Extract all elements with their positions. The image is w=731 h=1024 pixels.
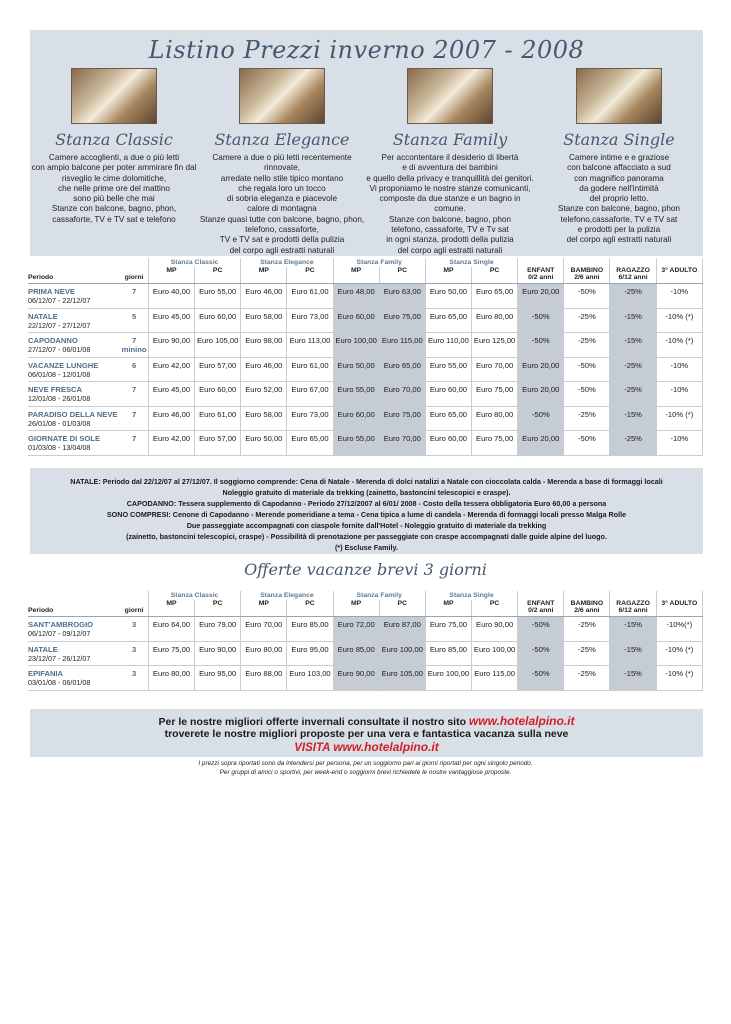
enfant-cell: Euro 20,00 — [518, 357, 564, 382]
adulto-cell: -10%(*) — [656, 617, 702, 642]
giorni-header: giorni — [120, 600, 148, 617]
visit-label: VISITA — [294, 742, 330, 754]
winter-price-table — [28, 258, 703, 456]
price-cell: Euro 88,00 — [241, 666, 287, 691]
enfant-cell: Euro 20,00 — [518, 284, 564, 309]
price-cell: Euro 105,00 — [379, 666, 425, 691]
price-cell: Euro 45,00 — [148, 382, 194, 407]
price-cell: Euro 57,00 — [195, 431, 241, 456]
adulto-cell: -10% (*) — [656, 406, 702, 431]
price-cell: Euro 105,00 — [195, 333, 241, 358]
price-cell: Euro 50,00 — [333, 357, 379, 382]
price-cell: Euro 60,00 — [333, 406, 379, 431]
fine-print-line: Per gruppi di amici o sportivi, per week-end o soggiorni brevi richiedete le nostre vantaggiose proposte. — [219, 769, 512, 776]
enfant-cell: -50% — [518, 666, 564, 691]
days-cell: 7 — [120, 431, 148, 456]
adulto-header: 3° ADULTO — [656, 600, 702, 617]
price-cell: Euro 73,00 — [287, 308, 333, 333]
price-cell: Euro 87,00 — [379, 617, 425, 642]
price-cell: Euro 64,00 — [148, 617, 194, 642]
page-title: Listino Prezzi inverno 2007 - 2008 — [148, 36, 585, 64]
giorni-header: giorni — [120, 267, 148, 284]
ragazzo-cell: -25% — [610, 284, 656, 309]
room-name: Stanza Elegance — [214, 130, 350, 149]
price-cell: Euro 61,00 — [195, 406, 241, 431]
price-cell: Euro 100,00 — [472, 641, 518, 666]
price-cell: Euro 110,00 — [425, 333, 471, 358]
adulto-cell: -10% (*) — [656, 308, 702, 333]
promo-line-3 — [30, 740, 703, 754]
period-cell: EPIFANIA 03/01/08 - 06/01/08 — [28, 666, 120, 691]
price-cell: Euro 75,00 — [425, 617, 471, 642]
promo-line-2: troverete le nostre migliori proposte per una vera e fantastica vacanza sulla neve — [164, 728, 569, 740]
days-cell: 7 — [120, 382, 148, 407]
period-cell: SANT'AMBROGIO 06/12/07 - 09/12/07 — [28, 617, 120, 642]
price-cell: Euro 80,00 — [241, 641, 287, 666]
room-description: Camere intime e e graziose con balcone affacciato a sud con magnifico panorama da godere nell'intimità del proprio letto. Stanze con balcone, bagno, phon telefono,cassaforte, TV e TV sat e prodotti per la pulizia del corpo agli estratti naturali — [557, 153, 680, 245]
room-elegance — [198, 68, 366, 256]
note-line: Due passeggiate accompagnati con ciaspole fornite dall'Hotel - Noleggio gratuito di materiale da trekking — [186, 521, 547, 530]
price-cell: Euro 75,00 — [472, 431, 518, 456]
bambino-cell: -25% — [564, 617, 610, 642]
ragazzo-cell: -25% — [610, 431, 656, 456]
table-row — [28, 308, 703, 333]
enfant-cell: -50% — [518, 641, 564, 666]
enfant-cell: -50% — [518, 406, 564, 431]
table-row — [28, 406, 703, 431]
room-group-header: Stanza Single — [425, 258, 517, 267]
bambino-cell: -25% — [564, 641, 610, 666]
price-cell: Euro 60,00 — [425, 382, 471, 407]
ragazzo-cell: -15% — [610, 617, 656, 642]
ragazzo-cell: -25% — [610, 357, 656, 382]
mp-header: MP — [148, 600, 194, 617]
price-cell: Euro 65,00 — [425, 308, 471, 333]
bambino-header: BAMBINO 2/6 anni — [564, 600, 610, 617]
price-cell: Euro 85,00 — [287, 617, 333, 642]
room-name: Stanza Family — [392, 130, 508, 149]
fine-print — [0, 759, 731, 777]
price-cell: Euro 65,00 — [287, 431, 333, 456]
enfant-cell: -50% — [518, 333, 564, 358]
bambino-cell: -50% — [564, 284, 610, 309]
price-cell: Euro 45,00 — [148, 308, 194, 333]
ragazzo-cell: -15% — [610, 333, 656, 358]
pc-header: PC — [195, 600, 241, 617]
note-line: (zainetto, bastoncini telescopici, craspe) - Possibilità di prenotazione per passeggiate con craspe accompagnati dalle guide alpine del luogo. — [126, 532, 607, 541]
room-family — [366, 68, 534, 256]
price-cell: Euro 46,00 — [241, 357, 287, 382]
bambino-cell: -50% — [564, 357, 610, 382]
period-cell: NATALE 23/12/07 - 26/12/07 — [28, 641, 120, 666]
price-cell: Euro 61,00 — [287, 357, 333, 382]
ragazzo-cell: -15% — [610, 641, 656, 666]
visit-website-link[interactable]: www.hotelalpino.it — [333, 740, 439, 754]
enfant-header: ENFANT 0/2 anni — [518, 267, 564, 284]
mp-header: MP — [425, 267, 471, 284]
price-cell: Euro 55,00 — [195, 284, 241, 309]
period-cell: PRIMA NEVE 06/12/07 - 22/12/07 — [28, 284, 120, 309]
enfant-cell: Euro 20,00 — [518, 382, 564, 407]
price-cell: Euro 115,00 — [472, 666, 518, 691]
ragazzo-header: RAGAZZO 6/12 anni — [610, 267, 656, 284]
enfant-cell: -50% — [518, 308, 564, 333]
price-cell: Euro 70,00 — [379, 431, 425, 456]
price-cell: Euro 95,00 — [287, 641, 333, 666]
promo-text: Per le nostre migliori offerte invernali consultate il nostro sito — [158, 716, 466, 728]
bambino-cell: -25% — [564, 406, 610, 431]
bambino-cell: -25% — [564, 333, 610, 358]
price-cell: Euro 72,00 — [333, 617, 379, 642]
period-cell: GIORNATE DI SOLE 01/03/08 - 13/04/08 — [28, 431, 120, 456]
price-cell: Euro 57,00 — [195, 357, 241, 382]
mp-header: MP — [425, 600, 471, 617]
room-description: Camere a due o più letti recentemente rinnovate, arredate nello stile tipico montano che regala loro un tocco di sobria eleganza e piacevole calore di montagna Stanze quasi tutte con balcone, bagno, phon, telefono, cassaforte, TV e TV sat e prodotti della pulizia del corpo agli estratti naturali — [199, 153, 365, 255]
price-cell: Euro 70,00 — [379, 382, 425, 407]
price-cell: Euro 75,00 — [379, 308, 425, 333]
price-cell: Euro 90,00 — [195, 641, 241, 666]
price-cell: Euro 103,00 — [287, 666, 333, 691]
price-cell: Euro 79,00 — [195, 617, 241, 642]
pc-header: PC — [287, 267, 333, 284]
period-cell: VACANZE LUNGHE 06/01/08 - 12/01/08 — [28, 357, 120, 382]
ragazzo-header: RAGAZZO 6/12 anni — [610, 600, 656, 617]
adulto-cell: -10% — [656, 357, 702, 382]
price-cell: Euro 60,00 — [333, 308, 379, 333]
price-cell: Euro 100,00 — [379, 641, 425, 666]
table-row — [28, 382, 703, 407]
price-cell: Euro 113,00 — [287, 333, 333, 358]
table-row — [28, 641, 703, 666]
adulto-cell: -10% (*) — [656, 666, 702, 691]
pc-header: PC — [472, 600, 518, 617]
ragazzo-cell: -15% — [610, 666, 656, 691]
price-cell: Euro 63,00 — [379, 284, 425, 309]
price-cell: Euro 46,00 — [148, 406, 194, 431]
room-name: Stanza Classic — [55, 130, 173, 149]
promo-panel — [30, 709, 703, 757]
price-cell: Euro 80,00 — [472, 308, 518, 333]
price-cell: Euro 90,00 — [148, 333, 194, 358]
price-cell: Euro 61,00 — [287, 284, 333, 309]
note-line: NATALE: Periodo dal 22/12/07 al 27/12/07. Il soggiorno comprende: Cena di Natale - Merenda di dolci natalizi a Natale con cioccolata calda - Merenda a base di formaggi locali — [70, 477, 663, 486]
enfant-cell: Euro 20,00 — [518, 431, 564, 456]
room-group-header: Stanza Classic — [148, 258, 240, 267]
price-cell: Euro 80,00 — [148, 666, 194, 691]
days-cell: 7 — [120, 406, 148, 431]
website-link[interactable]: www.hotelalpino.it — [468, 714, 575, 728]
adulto-cell: -10% — [656, 284, 702, 309]
price-cell: Euro 75,00 — [472, 382, 518, 407]
room-group-header: Stanza Classic — [148, 591, 240, 600]
pc-header: PC — [379, 267, 425, 284]
table-row — [28, 617, 703, 642]
days-cell: 3 — [120, 666, 148, 691]
mp-header: MP — [148, 267, 194, 284]
price-cell: Euro 60,00 — [425, 431, 471, 456]
pc-header: PC — [472, 267, 518, 284]
bambino-cell: -25% — [564, 308, 610, 333]
table-row — [28, 431, 703, 456]
room-group-header: Stanza Family — [333, 258, 425, 267]
room-photo-family — [407, 68, 493, 124]
price-cell: Euro 60,00 — [195, 308, 241, 333]
price-cell: Euro 85,00 — [425, 641, 471, 666]
price-cell: Euro 70,00 — [241, 617, 287, 642]
price-cell: Euro 100,00 — [333, 333, 379, 358]
room-group-header: Stanza Elegance — [241, 591, 333, 600]
pc-header: PC — [195, 267, 241, 284]
price-cell: Euro 67,00 — [287, 382, 333, 407]
mp-header: MP — [241, 600, 287, 617]
ragazzo-cell: -15% — [610, 406, 656, 431]
mp-header: MP — [333, 267, 379, 284]
price-cell: Euro 73,00 — [287, 406, 333, 431]
price-cell: Euro 48,00 — [333, 284, 379, 309]
days-cell: 5 — [120, 308, 148, 333]
table-row — [28, 357, 703, 382]
adulto-cell: -10% — [656, 431, 702, 456]
days-cell: 7 minino — [120, 333, 148, 358]
price-cell: Euro 50,00 — [241, 431, 287, 456]
days-cell: 3 — [120, 617, 148, 642]
price-cell: Euro 98,00 — [241, 333, 287, 358]
period-cell: PARADISO DELLA NEVE 26/01/08 - 01/03/08 — [28, 406, 120, 431]
price-cell: Euro 65,00 — [425, 406, 471, 431]
price-cell: Euro 90,00 — [472, 617, 518, 642]
price-cell: Euro 55,00 — [425, 357, 471, 382]
room-description: Per accontentare il desiderio di libertà e di avventura dei bambini e quello della privacy e tranquillità dei genitori. Vi proponiamo le nostre stanze comunicanti, composte da due stanze e un bagno in comune. Stanze con balcone, bagno, phon telefono, cassaforte, TV e Tv sat in ogni stanza, prodotti della pulizia del corpo agli estratti naturali — [366, 153, 534, 255]
price-cell: Euro 42,00 — [148, 431, 194, 456]
table-row — [28, 666, 703, 691]
periodo-header: Periodo — [28, 267, 120, 284]
price-cell: Euro 55,00 — [333, 382, 379, 407]
bambino-header: BAMBINO 2/6 anni — [564, 267, 610, 284]
room-photo-classic — [71, 68, 157, 124]
room-group-header: Stanza Elegance — [241, 258, 333, 267]
periodo-header: Periodo — [28, 600, 120, 617]
price-cell: Euro 75,00 — [379, 406, 425, 431]
note-line: Noleggio gratuito di materiale da trekking (zainetto, bastoncini telescopici e craspe). — [222, 488, 511, 497]
pc-header: PC — [379, 600, 425, 617]
enfant-cell: -50% — [518, 617, 564, 642]
promo-line-1 — [30, 714, 703, 728]
price-cell: Euro 100,00 — [425, 666, 471, 691]
note-line: (*) Escluse Family. — [335, 543, 398, 552]
adulto-header: 3° ADULTO — [656, 267, 702, 284]
days-cell: 3 — [120, 641, 148, 666]
note-line: SONO COMPRESI: Cenone di Capodanno - Merende pomeridiane a tema - Cena tipica a lume di candela - Merenda di formaggi locali presso Malga Rolle — [106, 510, 627, 519]
period-cell: NEVE FRESCA 12/01/08 - 26/01/08 — [28, 382, 120, 407]
note-line: CAPODANNO: Tessera supplemento di Capodanno - Periodo 27/12/2007 al 6/01/ 2008 - Costo della tessera obbligatoria Euro 60,00 a persona — [126, 499, 607, 508]
days-cell: 6 — [120, 357, 148, 382]
fine-print-line: I prezzi sopra riportati sono da intendersi per persona, per un soggiorno pari ai giorni riportati per ogni singolo periodo. — [198, 760, 533, 767]
price-cell: Euro 40,00 — [148, 284, 194, 309]
table-row — [28, 284, 703, 309]
room-name: Stanza Single — [563, 130, 675, 149]
period-cell: CAPODANNO 27/12/07 - 06/01/08 — [28, 333, 120, 358]
price-cell: Euro 58,00 — [241, 406, 287, 431]
room-group-header: Stanza Family — [333, 591, 425, 600]
price-cell: Euro 75,00 — [148, 641, 194, 666]
room-photo-single — [576, 68, 662, 124]
adulto-cell: -10% (*) — [656, 333, 702, 358]
price-cell: Euro 115,00 — [379, 333, 425, 358]
price-cell: Euro 95,00 — [195, 666, 241, 691]
notes-panel — [30, 468, 703, 554]
price-cell: Euro 90,00 — [333, 666, 379, 691]
price-cell: Euro 58,00 — [241, 308, 287, 333]
room-photo-elegance — [239, 68, 325, 124]
bambino-cell: -50% — [564, 382, 610, 407]
mp-header: MP — [241, 267, 287, 284]
room-single — [535, 68, 703, 246]
price-cell: Euro 60,00 — [195, 382, 241, 407]
room-classic — [30, 68, 198, 225]
price-cell: Euro 70,00 — [472, 357, 518, 382]
price-cell: Euro 46,00 — [241, 284, 287, 309]
mp-header: MP — [333, 600, 379, 617]
pc-header: PC — [287, 600, 333, 617]
adulto-cell: -10% (*) — [656, 641, 702, 666]
price-cell: Euro 55,00 — [333, 431, 379, 456]
room-group-header: Stanza Single — [425, 591, 517, 600]
short-stays-title: Offerte vacanze brevi 3 giorni — [244, 560, 487, 579]
days-cell: 7 — [120, 284, 148, 309]
table-row — [28, 333, 703, 358]
price-cell: Euro 65,00 — [379, 357, 425, 382]
ragazzo-cell: -25% — [610, 382, 656, 407]
price-cell: Euro 65,00 — [472, 284, 518, 309]
ragazzo-cell: -15% — [610, 308, 656, 333]
adulto-cell: -10% — [656, 382, 702, 407]
price-cell: Euro 42,00 — [148, 357, 194, 382]
price-cell: Euro 85,00 — [333, 641, 379, 666]
bambino-cell: -50% — [564, 431, 610, 456]
price-cell: Euro 125,00 — [472, 333, 518, 358]
room-description: Camere accoglienti, a due o più letti con ampio balcone per poter ammirare fin dal risveglio le cime dolomitiche, che nelle prime ore del mattino sono più belle che mai Stanze con balcone, bagno, phon, cassaforte, TV e TV sat e telefono — [31, 153, 197, 224]
price-cell: Euro 50,00 — [425, 284, 471, 309]
price-cell: Euro 80,00 — [472, 406, 518, 431]
hero-panel — [30, 30, 703, 256]
short-stays-table — [28, 591, 703, 691]
price-cell: Euro 52,00 — [241, 382, 287, 407]
bambino-cell: -25% — [564, 666, 610, 691]
enfant-header: ENFANT 0/2 anni — [518, 600, 564, 617]
period-cell: NATALE 22/12/07 - 27/12/07 — [28, 308, 120, 333]
